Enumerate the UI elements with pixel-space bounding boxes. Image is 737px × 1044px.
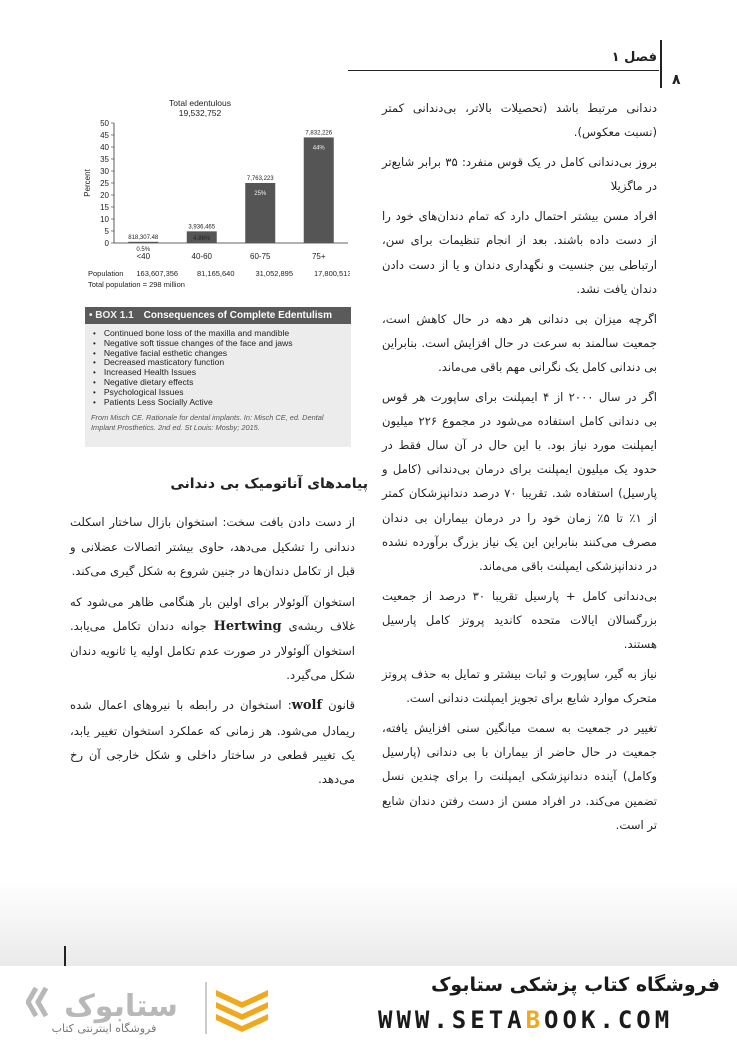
logo-chevrons-icon	[28, 988, 46, 1016]
right-paragraph: بی‌دندانی کامل + پارسیل تقریبا ۳۰ درصد از جمعیت بزرگسالان ایالات متحده کاندید پروتز کامل پارسیل هستند.	[382, 588, 657, 651]
consequences-box	[85, 307, 351, 447]
bar-percent-label: 44%	[312, 145, 325, 152]
left-paragraph	[70, 693, 355, 791]
right-paragraph: بروز بی‌دندانی کامل در یک قوس منفرد: ۳۵ برابر شایع‌تر در ماگزیلا	[382, 155, 657, 194]
right-paragraph: نیاز به گیر، ساپورت و ثبات بیشتر و تمایل به حذف پروتز متحرک موارد شایع برای تجویز ایمپلنت دندانی است.	[382, 667, 657, 706]
chart-bar	[128, 242, 158, 243]
right-column	[382, 96, 657, 843]
bullet-icon: •	[93, 377, 96, 387]
box-list	[85, 324, 351, 407]
population-label: Population	[88, 269, 124, 278]
box-title: Consequences of Complete Edentulism	[143, 310, 333, 321]
population-value: 17,800,513	[313, 269, 350, 278]
box-header	[85, 307, 351, 324]
paragraph-term: Hertwing	[213, 618, 282, 634]
url-highlight: B	[525, 1006, 545, 1034]
logo-subtitle: فروشگاه اینترنتی کتاب	[51, 1022, 157, 1035]
paragraph-text: از دست دادن بافت سخت: استخوان بازال ساختار اسکلت دندانی را تشکیل می‌دهد، حاوی بیشتر اتصالات عضلانی و قبل از تکامل دندان‌ها در جنین شروع به شکل گیری می‌کند.	[70, 515, 355, 579]
y-tick-label: 10	[100, 215, 109, 224]
logo-separator	[205, 982, 207, 1034]
box-tag: • BOX 1.1	[89, 310, 134, 321]
population-value: 31,052,895	[255, 269, 294, 278]
x-tick-label: 75+	[311, 252, 326, 261]
box-item-text: Continued bone loss of the maxilla and mandible	[103, 328, 290, 338]
bar-percent-label: 25%	[254, 191, 267, 197]
box-item-text: Psychological Issues	[103, 386, 184, 397]
y-tick-label: 30	[100, 167, 109, 176]
total-population: Total population = 298 million	[88, 280, 185, 289]
bullet-icon: •	[93, 348, 96, 358]
population-value: 81,165,640	[196, 269, 235, 278]
paragraph-text: قانون	[322, 698, 355, 713]
left-paragraph	[70, 510, 355, 584]
y-axis-label: Percent	[83, 169, 92, 197]
header-rule	[348, 70, 659, 71]
bullet-icon: •	[93, 387, 96, 397]
store-name: فروشگاه کتاب پزشکی ستابوک	[430, 974, 720, 996]
paragraph-term: wolf	[291, 698, 323, 714]
y-tick-label: 20	[100, 191, 109, 200]
bar-value-label: 3,936,465	[188, 224, 216, 231]
box-item-text: Negative dietary effects	[103, 376, 194, 387]
bullet-icon: •	[93, 338, 96, 348]
y-tick-label: 45	[100, 131, 109, 140]
right-paragraph: اگر در سال ۲۰۰۰ از ۴ ایمپلنت برای ساپورت هر قوس بی دندانی کامل استفاده می‌شود در مجموع ۲۲۶ میلیون ایمپلنت مورد نیاز بود. با این حال در آن سال فقط در حدود یک میلیون ایمپلنت برای درمان بی‌دندانی (کامل و پارسیل) استفاده شد. تقریبا ۷۰ درصد دندانپزشکان کمتر از ۱٪ تا ۵٪ زمان خود را در درمان بیماران بی دندان مصرف می‌کنند بنابراین این یک نیاز بزرگ برآورده نشده در دندانپزشکی ایمپلنت باقی می‌ماند.	[382, 390, 657, 573]
paragraph-text: جوانه دندان تکامل می‌یابد. استخوان آلوئولار در صورت عدم تکامل اولیه یا ثانویه دندان شکل می‌گیرد.	[70, 618, 355, 683]
box-list-item	[93, 398, 351, 408]
right-paragraph: دندانی مرتبط باشد (تحصیلات بالاتر، بی‌دندانی کمتر (نسبت معکوس).	[382, 101, 657, 140]
box-citation: From Misch CE. Rationale for dental implants. In: Misch CE, ed. Dental Implant Prosthetics. 2nd ed. St Louis: Mosby; 2015.	[91, 413, 324, 433]
bar-percent-label: 0.5%	[136, 247, 151, 253]
paragraph-text: استخوان آلوئولار برای اولین بار هنگامی ظاهر می‌شود که غلاف ریشه‌ی	[70, 594, 355, 633]
url-part-1: WWW.SETA	[378, 1006, 526, 1034]
footer-mark	[64, 946, 66, 966]
y-tick-label: 35	[100, 155, 109, 164]
left-column	[70, 510, 355, 797]
right-paragraph: تغییر در جمعیت به سمت میانگین سنی افزایش یافته، جمعیت در حال حاضر از بیماران با بی دندانی (پارسیل وکامل) آینده دندانپزشکی ایمپلنت را برای چندین نسل تضمین می‌کند. در افراد مسن از دست رفتن دندان شایع تر است.	[382, 721, 657, 832]
bottom-fade	[0, 880, 737, 970]
x-tick-label: 60-75	[250, 252, 271, 261]
y-tick-label: 40	[100, 143, 109, 152]
chart-bar	[304, 137, 334, 243]
x-tick-label: 40-60	[191, 252, 212, 261]
chart-svg	[80, 96, 350, 296]
right-paragraph: افراد مسن بیشتر احتمال دارد که تمام دندان‌های خود را از دست داده باشند. بعد از انجام تنظیمات برای سن، ارتباطی بین جنسیت و نگهداری دندان و یا از دست دادن دندان یافت نشد.	[382, 209, 657, 296]
bullet-icon: •	[93, 329, 96, 338]
paragraph-text: : استخوان در رابطه با نیروهای اعمال شده ریمادل می‌شود. هر زمانی که عملکرد استخوان تغییر یابد، یک تغییر قطعی در ساختار داخلی و شکل خارجی آن رخ می‌دهد.	[70, 698, 355, 787]
bullet-icon: •	[93, 397, 96, 407]
header-divider	[660, 40, 662, 88]
y-tick-label: 5	[104, 227, 109, 236]
population-value: 163,607,356	[136, 269, 179, 278]
chart-title: Total edentulous	[169, 98, 231, 108]
box-item-text: Patients Less Socially Active	[103, 396, 213, 407]
y-tick-label: 25	[100, 179, 109, 188]
box-item-text: Decreased masticatory function	[103, 357, 225, 368]
chapter-label: فصل ۱	[611, 50, 657, 65]
box-item-text: Negative soft tissue changes of the face and jaws	[103, 337, 293, 348]
logo-text: ستابوک	[64, 989, 178, 1024]
edentulous-chart	[80, 96, 350, 296]
right-paragraph: اگرچه میزان بی دندانی هر دهه در حال کاهش است، جمعیت سالمند به سرعت در حال افزایش است. بنابراین بی دندانی کامل یک نگرانی مهم باقی می‌ماند.	[382, 311, 657, 374]
book-stack-icon	[212, 984, 272, 1034]
bar-percent-label: 4.86%	[193, 236, 211, 242]
bullet-icon: •	[93, 358, 96, 368]
box-item-text: Increased Health Issues	[103, 367, 197, 378]
y-tick-label: 50	[100, 119, 109, 128]
bar-value-label: 7,763,223	[246, 176, 274, 182]
page-number: ۸	[672, 72, 681, 88]
store-url[interactable]	[378, 1006, 728, 1034]
bar-value-label: 818,307.48	[128, 234, 159, 241]
left-paragraph	[70, 590, 355, 688]
y-tick-label: 0	[104, 239, 109, 248]
bar-value-label: 7,832,226	[305, 130, 333, 137]
y-tick-label: 15	[100, 203, 109, 212]
section-heading: پیامدهای آناتومیک بی دندانی	[170, 476, 368, 492]
chart-subtitle: 19,532,752	[178, 108, 222, 118]
box-item-text: Negative facial esthetic changes	[103, 347, 228, 358]
x-tick-label: <40	[136, 252, 151, 261]
bullet-icon: •	[93, 368, 96, 378]
url-part-2: OOK.COM	[544, 1006, 674, 1034]
